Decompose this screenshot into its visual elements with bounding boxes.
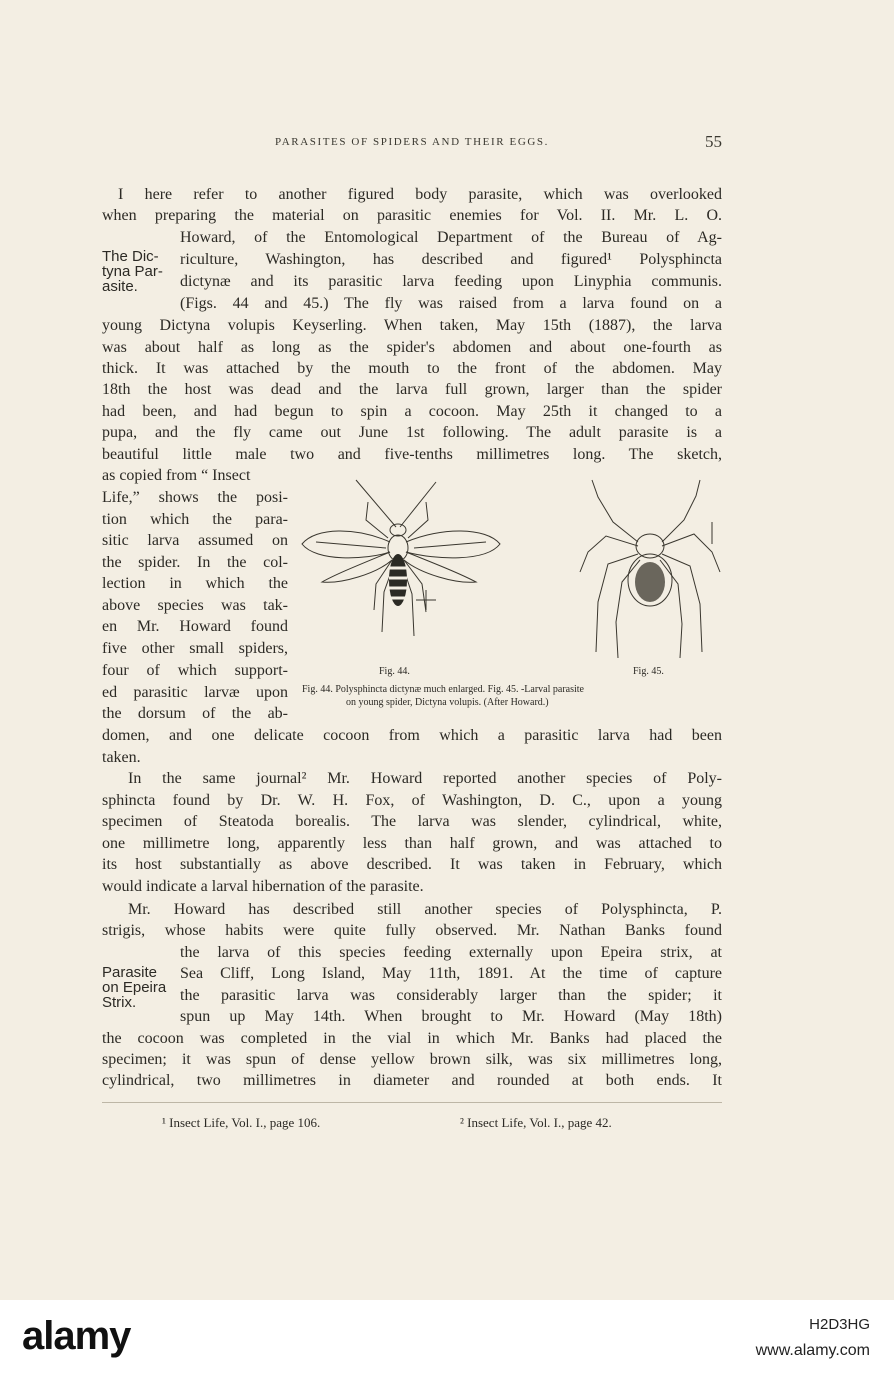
text-line: had been, and had begun to spin a cocoon. May 25th it changed to a	[102, 403, 722, 420]
text-line: thick. It was attached by the mouth to the front of the abdomen. May	[102, 360, 722, 377]
text-line: the larva of this species feeding externally upon Epeira strix, at	[180, 944, 722, 961]
sidenote-epeira-parasite: Parasite on Epeira Strix.	[102, 964, 167, 1011]
text-line: would indicate a larval hibernation of the parasite.	[102, 878, 424, 895]
fig-44-label: Fig. 44.	[379, 666, 410, 677]
text-line: above species was tak-	[102, 597, 288, 614]
text-line: the parasitic larva was considerably larger than the spider; it	[180, 987, 722, 1004]
text-line: specimen; it was spun of dense yellow brown silk, was six millimetres long,	[102, 1051, 722, 1068]
text-line: en Mr. Howard found	[102, 618, 288, 635]
text-line: sphincta found by Dr. W. H. Fox, of Washington, D. C., upon a young	[102, 792, 722, 809]
text-line: riculture, Washington, has described and figured¹ Polysphincta	[180, 251, 722, 268]
text-line: domen, and one delicate cocoon from which a parasitic larva had been	[102, 727, 722, 744]
text-line: 18th the host was dead and the larva full grown, larger than the spider	[102, 381, 722, 398]
text-line: ed parasitic larvæ upon	[102, 684, 288, 701]
text-line: I here refer to another figured body parasite, which was overlooked	[118, 186, 722, 203]
text-line: lection in which the	[102, 575, 288, 592]
text-line: as copied from “ Insect	[102, 467, 251, 484]
stock-footer	[0, 1300, 894, 1390]
text-line: (Figs. 44 and 45.) The fly was raised from a larva found on a	[180, 295, 722, 312]
footnote-2: ² Insect Life, Vol. I., page 42.	[460, 1115, 612, 1130]
text-line: taken.	[102, 749, 141, 766]
running-header	[102, 132, 722, 156]
text-line: young Dictyna volupis Keyserling. When taken, May 15th (1887), the larva	[102, 317, 722, 334]
text-line: pupa, and the fly came out June 1st following. The adult parasite is a	[102, 424, 722, 441]
text-line: when preparing the material on parasitic enemies for Vol. II. Mr. L. O.	[102, 207, 722, 224]
text-line: the spider. In the col-	[102, 554, 288, 571]
text-line: its host substantially as above described. It was taken in February, which	[102, 856, 722, 873]
text-line: sitic larva assumed on	[102, 532, 288, 549]
text-line: In the same journal² Mr. Howard reported another species of Poly-	[128, 770, 722, 787]
text-line: cylindrical, two millimetres in diameter and rounded at both ends. It	[102, 1072, 722, 1089]
page-number: 55	[705, 132, 722, 151]
text-line: strigis, whose habits were quite fully observed. Mr. Nathan Banks found	[102, 922, 722, 939]
text-line: four of which support-	[102, 662, 288, 679]
text-line: spun up May 14th. When brought to Mr. Howard (May 18th)	[180, 1008, 722, 1025]
text-line: Life,” shows the posi-	[102, 489, 288, 506]
text-line: Howard, of the Entomological Department of the Bureau of Ag-	[180, 229, 722, 246]
fig-45-label: Fig. 45.	[633, 666, 664, 677]
stock-image-id: H2D3HG	[809, 1316, 870, 1333]
text-line: tion which the para-	[102, 511, 288, 528]
text-line: Mr. Howard has described still another species of Polysphincta, P.	[128, 901, 722, 918]
figure-caption-line-2: on young spider, Dictyna volupis. (After Howard.)	[346, 697, 549, 708]
footnote-divider	[102, 1102, 722, 1103]
header-title: PARASITES OF SPIDERS AND THEIR EGGS.	[275, 136, 549, 148]
text-line: Sea Cliff, Long Island, May 11th, 1891. At the time of capture	[180, 965, 722, 982]
text-line: was about half as long as the spider's abdomen and about one-fourth as	[102, 339, 722, 356]
stock-url: www.alamy.com	[755, 1342, 870, 1359]
figure-group	[296, 472, 726, 712]
text-line: one millimetre long, apparently less than half grown, and was attached to	[102, 835, 722, 852]
text-line: five other small spiders,	[102, 640, 288, 657]
text-line: the dorsum of the ab-	[102, 705, 288, 722]
footnote-1: ¹ Insect Life, Vol. I., page 106.	[162, 1115, 321, 1130]
stock-logo: alamy	[22, 1314, 131, 1358]
fig-44-wasp-illustration	[296, 472, 511, 662]
text-line: beautiful little male two and five-tenths millimetres long. The sketch,	[102, 446, 722, 463]
figure-caption-line-1: Fig. 44. Polysphincta dictynæ much enlarged. Fig. 45. -Larval parasite	[302, 684, 584, 695]
fig-45-spider-illustration	[578, 472, 728, 662]
text-line: specimen of Steatoda borealis. The larva was slender, cylindrical, white,	[102, 813, 722, 830]
sidenote-dictyna-parasite: The Dic- tyna Par- asite.	[102, 248, 163, 295]
text-line: dictynæ and its parasitic larva feeding upon Linyphia communis.	[180, 273, 722, 290]
text-line: the cocoon was completed in the vial in which Mr. Banks had placed the	[102, 1030, 722, 1047]
